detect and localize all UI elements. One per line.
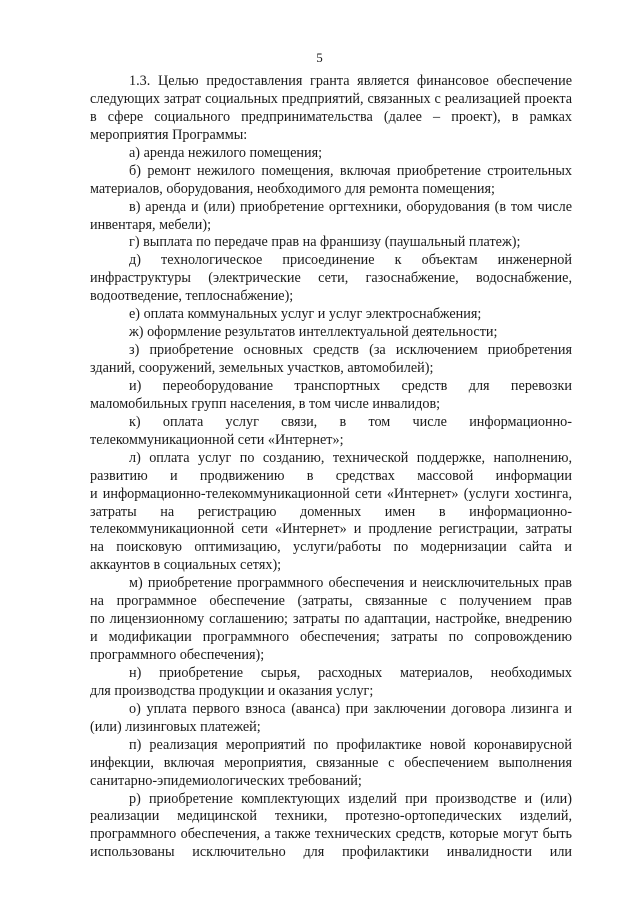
text-line: затраты на регистрацию доменных имен в информационно-: [90, 503, 572, 520]
text-line: санитарно-эпидемиологических требований;: [90, 772, 362, 789]
text-line: зданий, сооружений, земельных участков, автомобилей);: [90, 360, 434, 376]
text-line: б) ремонт нежилого помещения, включая приобретение строительных: [129, 162, 572, 179]
text-line: материалов, оборудования, необходимого для ремонта помещения;: [90, 180, 495, 197]
text-line: и модификации программного обеспечения; затраты по сопровождению: [90, 629, 572, 646]
text-line: г) выплата по передаче прав на франшизу (паушальный платеж);: [129, 234, 521, 251]
text-line: программного обеспечения, а также технических средств, которые могут быть: [90, 826, 572, 843]
text-line: в) аренда и (или) приобретение оргтехники, оборудования (в том числе: [129, 198, 572, 215]
text-line: и информационно-телекоммуникационной сети «Интернет» (услуги хостинга,: [90, 485, 572, 502]
text-line: л) оплата услуг по созданию, технической поддержке, наполнению,: [129, 449, 572, 466]
text-line: на поисковую оптимизацию, услуги/работы по модернизации сайта и: [90, 539, 572, 556]
text-line: р) приобретение комплектующих изделий при производстве и (или): [129, 790, 572, 807]
text-line: водоотведение, теплоснабжение);: [90, 288, 294, 305]
text-line: телекоммуникационной сети «Интернет»;: [90, 431, 344, 448]
text-line: инвентаря, мебели);: [90, 216, 212, 233]
text-line: к) оплата услуг связи, в том числе информационно-: [129, 413, 572, 430]
page-number: 5: [316, 50, 323, 65]
text-line: з) приобретение основных средств (за исключением приобретения: [129, 342, 572, 359]
text-line: инфекции, включая мероприятия, связанные с обеспечением выполнения: [90, 754, 572, 771]
text-line: е) оплата коммунальных услуг и услуг электроснабжения;: [129, 306, 482, 323]
text-line: а) аренда нежилого помещения;: [129, 144, 323, 161]
text-line: программного обеспечения);: [90, 647, 265, 663]
text-line: на программное обеспечение (затраты, связанные с получением прав: [90, 593, 572, 610]
text-line: м) приобретение программного обеспечения и неисключительных прав: [129, 575, 572, 592]
text-line: следующих затрат социальных предприятий, связанных с реализацией проекта: [90, 90, 572, 107]
text-line: ж) оформление результатов интеллектуальной деятельности;: [129, 324, 498, 341]
text-line: инфраструктуры (электрические сети, газоснабжение, водоснабжение,: [90, 270, 572, 287]
text-line: маломобильных групп населения, в том числе инвалидов;: [90, 395, 441, 412]
text-line: о) уплата первого взноса (аванса) при заключении договора лизинга и: [129, 700, 572, 717]
text-line: для производства продукции и оказания услуг;: [90, 682, 374, 699]
text-line: телекоммуникационной сети «Интернет» и продление регистрации, затраты: [90, 521, 572, 538]
text-line: 1.3. Целью предоставления гранта является финансовое обеспечение: [129, 73, 572, 89]
text-line: развитию и продвижению в средствах массовой информации: [90, 467, 572, 484]
text-line: и) переоборудование транспортных средств для перевозки: [129, 377, 572, 394]
text-line: д) технологическое присоединение к объектам инженерной: [129, 252, 572, 269]
text-line: аккаунтов в социальных сетях);: [90, 557, 282, 574]
text-line: (или) лизинговых платежей;: [90, 718, 261, 735]
text-line: в сфере социального предпринимательства (далее – проект), в рамках: [90, 108, 572, 125]
text-line: по лицензионному соглашению; затраты по адаптации, настройке, внедрению: [90, 611, 572, 628]
text-line: мероприятия Программы:: [90, 126, 248, 143]
text-line: реализации медицинской техники, протезно-ортопедических изделий,: [90, 808, 572, 825]
document-body: [90, 73, 572, 862]
text-line: п) реализация мероприятий по профилактике новой коронавирусной: [129, 736, 572, 753]
text-line: использованы исключительно для профилактики инвалидности или: [90, 844, 572, 861]
text-line: н) приобретение сырья, расходных материалов, необходимых: [129, 664, 572, 681]
